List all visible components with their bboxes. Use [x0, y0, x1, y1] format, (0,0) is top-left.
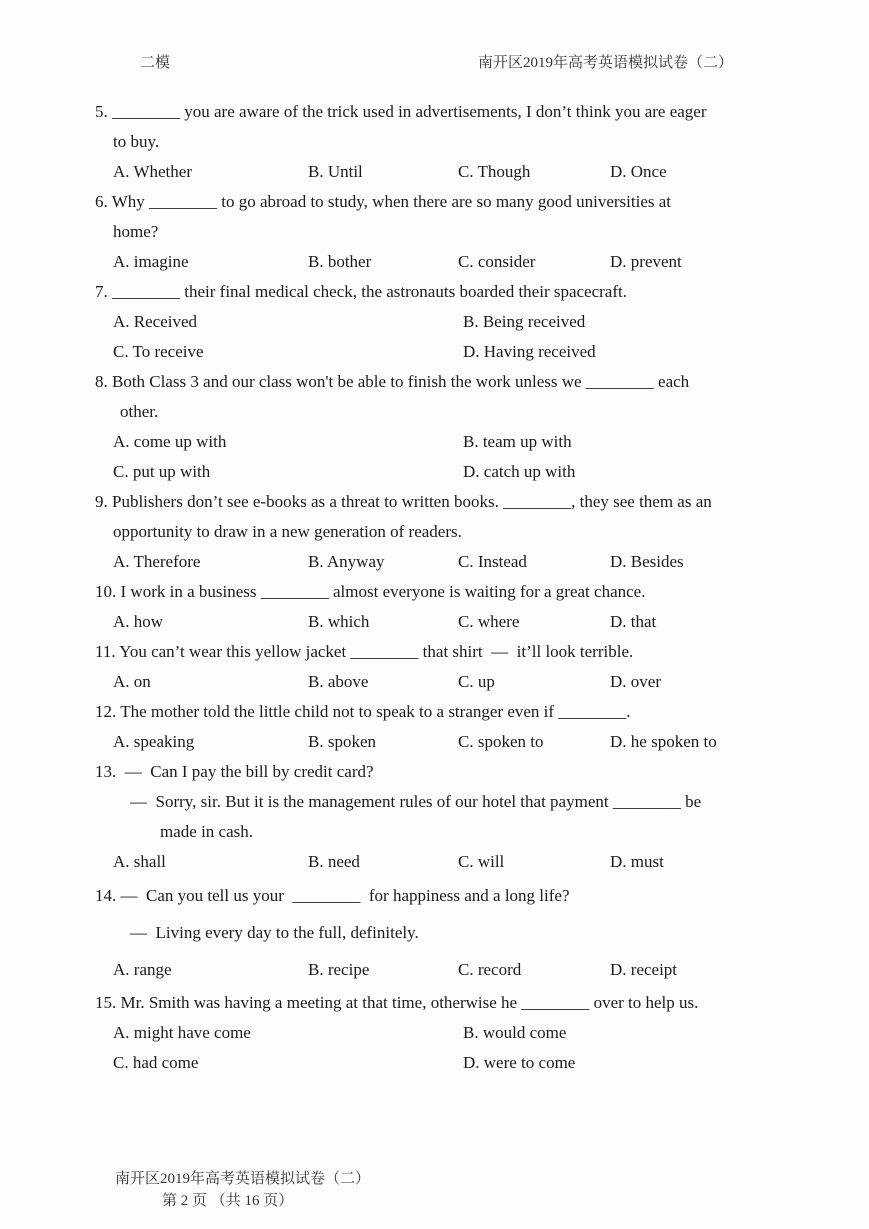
answer-option: D. Besides: [610, 552, 684, 571]
question-5-text-line: to buy.: [113, 132, 160, 151]
question-6-text-line: home?: [113, 222, 159, 241]
answer-option: C. had come: [113, 1053, 199, 1072]
answer-option: B. need: [308, 852, 360, 871]
question-11-options: [95, 667, 819, 697]
question-5-text-line: 5. ________ you are aware of the trick used in advertisements, I don’t think you are eager: [95, 102, 707, 121]
question-10: [95, 577, 819, 637]
answer-option: B. spoken: [308, 732, 376, 751]
question-8-options: [95, 427, 819, 487]
header-right-title: 南开区2019年高考英语模拟试卷（二）: [477, 55, 733, 71]
question-5-options: [95, 157, 819, 187]
answer-option: C. spoken to: [458, 732, 544, 751]
question-9-text-line: 9. Publishers don’t see e-books as a threat to written books. ________, they see them as an: [95, 492, 712, 511]
question-6: [95, 187, 819, 277]
answer-option: D. must: [610, 852, 664, 871]
answer-option: D. prevent: [610, 252, 682, 271]
answer-option: D. that: [610, 612, 657, 631]
answer-option: B. Anyway: [308, 552, 385, 571]
question-9-text-line: opportunity to draw in a new generation of readers.: [113, 522, 462, 541]
answer-option: A. imagine: [113, 252, 189, 271]
question-5: [95, 97, 819, 187]
header-left-label: 二模: [140, 55, 171, 71]
answer-option: C. record: [458, 960, 522, 979]
question-15: [95, 988, 819, 1078]
question-7-text-line: 7. ________ their final medical check, the astronauts boarded their spacecraft.: [95, 282, 627, 301]
answer-option: C. To receive: [113, 342, 204, 361]
answer-option: D. he spoken to: [610, 732, 717, 751]
answer-option: A. shall: [113, 852, 166, 871]
question-6-text-line: 6. Why ________ to go abroad to study, when there are so many good universities at: [95, 192, 671, 211]
question-9: [95, 487, 819, 577]
question-15-text-line: 15. Mr. Smith was having a meeting at that time, otherwise he ________ over to help us.: [95, 993, 699, 1012]
answer-option: D. receipt: [610, 960, 678, 979]
question-8: [95, 367, 819, 487]
answer-option: A. how: [113, 612, 164, 631]
question-14: [95, 877, 819, 988]
question-7-options: [95, 307, 819, 367]
footer-page-number: 第 2 页 （共 16 页）: [162, 1193, 294, 1209]
answer-option: B. which: [308, 612, 370, 631]
question-12: [95, 697, 819, 757]
answer-option: D. Once: [610, 162, 667, 181]
question-8-text-line: 8. Both Class 3 and our class won't be able to finish the work unless we ________ each: [95, 372, 690, 391]
question-7: [95, 277, 819, 367]
page-footer: [100, 1146, 370, 1229]
answer-option: C. put up with: [113, 462, 211, 481]
answer-option: D. Having received: [463, 342, 596, 361]
question-11-text-line: 11. You can’t wear this yellow jacket ________ that shirt — it’ll look terrible.: [95, 642, 634, 661]
question-13-text-line: — Sorry, sir. But it is the management rules of our hotel that payment ________ be: [130, 792, 702, 811]
footer-title: 南开区2019年高考英语模拟试卷（二）: [115, 1171, 371, 1187]
answer-option: B. above: [308, 672, 369, 691]
answer-option: B. recipe: [308, 960, 370, 979]
question-14-text-line: 14. — Can you tell us your ________ for happiness and a long life?: [95, 886, 570, 905]
answer-option: A. might have come: [113, 1023, 251, 1042]
answer-option: D. catch up with: [463, 462, 576, 481]
answer-option: A. Therefore: [113, 552, 201, 571]
question-12-options: [95, 727, 819, 757]
answer-option: C. where: [458, 612, 520, 631]
question-10-options: [95, 607, 819, 637]
answer-option: B. team up with: [463, 432, 572, 451]
answer-option: D. were to come: [463, 1053, 576, 1072]
question-13: [95, 757, 819, 877]
answer-option: B. Until: [308, 162, 363, 181]
answer-option: C. Instead: [458, 552, 527, 571]
question-12-text-line: 12. The mother told the little child not to speak to a stranger even if ________.: [95, 702, 631, 721]
question-6-options: [95, 247, 819, 277]
answer-option: A. Whether: [113, 162, 192, 181]
question-14-options: [95, 951, 819, 988]
question-13-options: [95, 847, 819, 877]
answer-option: A. range: [113, 960, 172, 979]
answer-option: C. Though: [458, 162, 531, 181]
page-header: [0, 52, 869, 74]
answer-option: B. bother: [308, 252, 372, 271]
question-15-options: [95, 1018, 819, 1078]
question-10-text-line: 10. I work in a business ________ almost everyone is waiting for a great chance.: [95, 582, 646, 601]
answer-option: A. speaking: [113, 732, 195, 751]
question-13-text-line: made in cash.: [160, 822, 253, 841]
answer-option: C. up: [458, 672, 495, 691]
answer-option: B. would come: [463, 1023, 567, 1042]
answer-option: A. come up with: [113, 432, 227, 451]
question-9-options: [95, 547, 819, 577]
questions: [95, 97, 819, 1078]
answer-option: D. over: [610, 672, 661, 691]
question-13-text-line: 13. — Can I pay the bill by credit card?: [95, 762, 374, 781]
answer-option: C. consider: [458, 252, 536, 271]
question-8-text-line: other.: [120, 402, 159, 421]
question-14-text-line: — Living every day to the full, definitely.: [130, 923, 419, 942]
answer-option: B. Being received: [463, 312, 586, 331]
answer-option: A. on: [113, 672, 151, 691]
question-11: [95, 637, 819, 697]
answer-option: C. will: [458, 852, 505, 871]
answer-option: A. Received: [113, 312, 198, 331]
